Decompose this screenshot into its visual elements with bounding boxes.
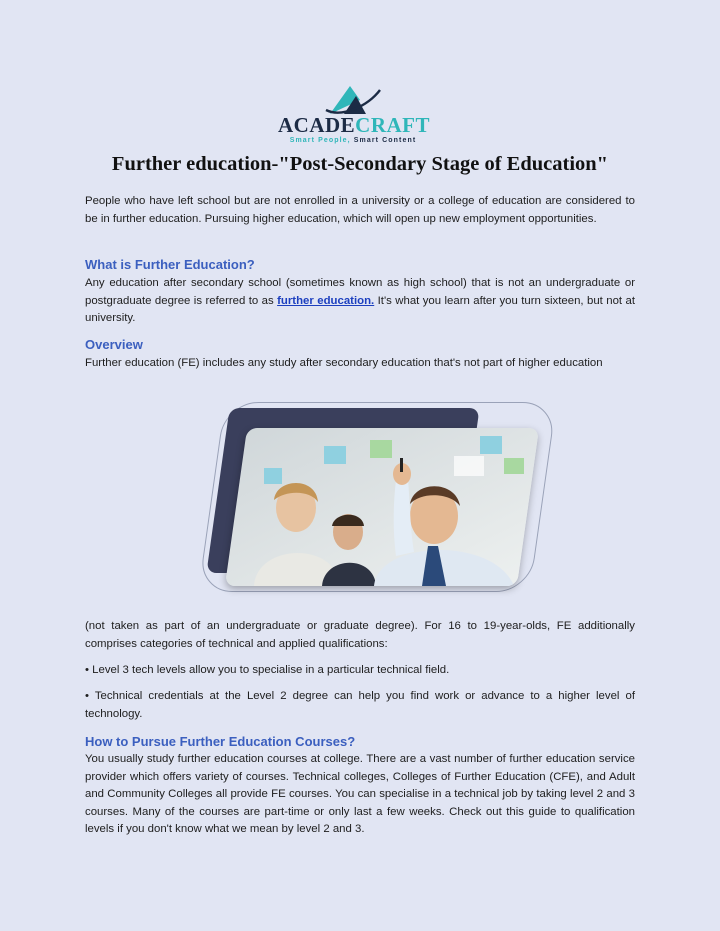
acadecraft-logo (278, 84, 431, 148)
logo-tagline-part1: Smart People, (289, 137, 351, 144)
page-title: Further education-"Post-Secondary Stage of Education" (111, 153, 609, 175)
further-education-link[interactable]: further education. (277, 294, 375, 307)
people-photo (225, 428, 539, 586)
heading-how-to-pursue: How to Pursue Further Education Courses? (85, 734, 356, 749)
bullet-level-2: • Technical credentials at the Level 2 degree can help you find work or advance to a higher level of technology. (85, 690, 635, 720)
logo-tagline (278, 137, 428, 144)
what-is-fe-text-2: It's what you learn after you turn sixteen, but not at university. (85, 294, 636, 325)
what-is-fe-text-1: Any education after secondary school (sometimes known as high school) that is not an undergraduate or postgraduate degree is referred to as (85, 277, 635, 307)
logo-name-part2: CRAFT (355, 113, 431, 137)
overview-continuation: (not taken as part of an undergraduate or graduate degree). For 16 to 19-year-olds, FE additionally comprises categories of technical and applied qualifications: (85, 620, 635, 650)
logo-tagline-part2: Smart Content (350, 137, 417, 144)
logo-wordmark (278, 113, 431, 137)
overview-paragraph: Further education (FE) includes any study after secondary education that's not part of higher education (85, 357, 603, 369)
heading-what-is-fe: What is Further Education? (85, 257, 255, 272)
how-to-pursue-paragraph: You usually study further education courses at college. There are a vast number of further education service provider which offers variety of courses. Technical colleges, Colleges of Further Education (CFE), and Adult and Community Colleges all provide FE courses. You can specialise in a technical job by taking level 2 and 3 courses. Many of the courses are part-time or only last a few weeks. Check out this guide to qualification levels if you don't know what we mean by level 2 and 3. (85, 753, 635, 836)
what-is-fe-paragraph (85, 275, 635, 328)
heading-overview: Overview (85, 337, 143, 352)
intro-paragraph: People who have left school but are not enrolled in a university or a college of education are considered to be in further education. Pursuing higher education, which will open up new employment opportunities. (85, 195, 635, 225)
bullet-level-3: • Level 3 tech levels allow you to specialise in a particular technical field. (85, 664, 450, 676)
logo-name-part1: ACADE (278, 113, 356, 137)
illustration (198, 400, 538, 592)
logo-mark-icon (324, 84, 382, 116)
